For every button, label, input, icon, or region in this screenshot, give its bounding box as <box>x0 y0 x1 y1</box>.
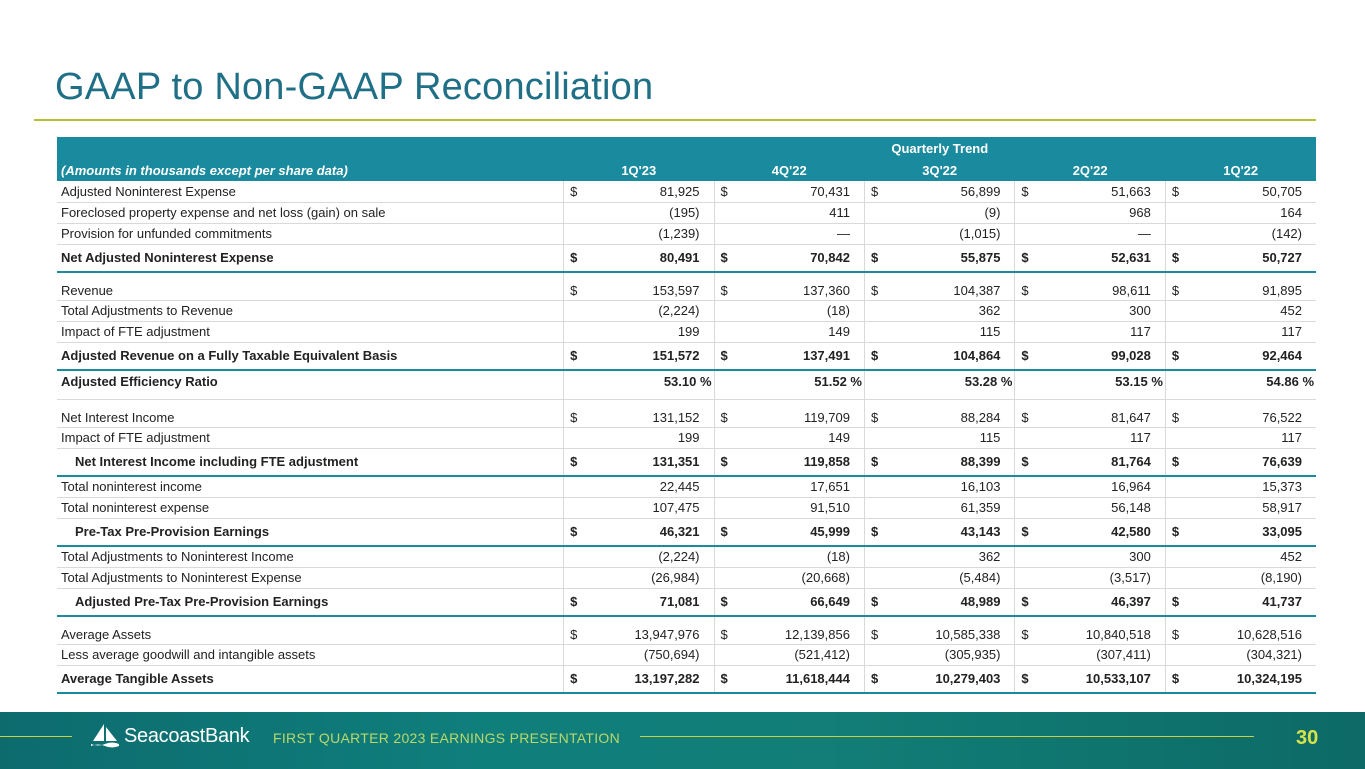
table-row <box>57 644 1316 665</box>
value-cell: (5,484) <box>864 567 1014 588</box>
currency-symbol: $ <box>1165 665 1177 693</box>
currency-symbol: $ <box>714 181 726 202</box>
currency-symbol: $ <box>1165 448 1177 476</box>
value-cell: 91,510 <box>714 497 864 518</box>
value-cell: (521,412) <box>714 644 864 665</box>
currency-symbol: $ <box>714 588 726 616</box>
value-cell: 54.86 % <box>1165 370 1316 399</box>
value-cell: 50,705 <box>1177 181 1316 202</box>
value-cell: 137,360 <box>726 272 864 300</box>
value-cell: 46,397 <box>1027 588 1165 616</box>
table-row <box>57 223 1316 244</box>
currency-symbol: $ <box>1015 588 1027 616</box>
value-cell: 70,842 <box>726 244 864 272</box>
value-cell: (8,190) <box>1165 567 1316 588</box>
currency-symbol: $ <box>864 244 876 272</box>
currency-symbol: $ <box>1165 272 1177 300</box>
table-row <box>57 427 1316 448</box>
currency-symbol: $ <box>714 518 726 546</box>
value-cell: (304,321) <box>1165 644 1316 665</box>
currency-symbol: $ <box>864 272 876 300</box>
currency-symbol: $ <box>864 616 876 644</box>
currency-symbol: $ <box>564 588 576 616</box>
currency-symbol: $ <box>564 272 576 300</box>
value-cell: 22,445 <box>564 476 714 497</box>
value-cell: 53.15 % <box>1015 370 1165 399</box>
currency-symbol: $ <box>564 665 576 693</box>
table-row <box>57 665 1316 693</box>
value-cell: (20,668) <box>714 567 864 588</box>
value-cell: 46,321 <box>576 518 714 546</box>
currency-symbol: $ <box>564 399 576 427</box>
currency-symbol: $ <box>714 399 726 427</box>
table-row <box>57 300 1316 321</box>
page-number: 30 <box>1296 727 1319 749</box>
row-label: Adjusted Pre-Tax Pre-Provision Earnings <box>57 588 564 616</box>
currency-symbol: $ <box>1165 588 1177 616</box>
value-cell: 45,999 <box>726 518 864 546</box>
value-cell: 88,399 <box>877 448 1015 476</box>
table-row <box>57 244 1316 272</box>
value-cell: 66,649 <box>726 588 864 616</box>
row-label: Pre-Tax Pre-Provision Earnings <box>57 518 564 546</box>
row-label: Net Interest Income <box>57 399 564 427</box>
value-cell: 61,359 <box>864 497 1014 518</box>
value-cell: 88,284 <box>877 399 1015 427</box>
value-cell: 15,373 <box>1165 476 1316 497</box>
currency-symbol: $ <box>864 342 876 370</box>
currency-symbol: $ <box>1165 518 1177 546</box>
table-row <box>57 181 1316 202</box>
column-header: 4Q'22 <box>714 160 864 181</box>
sailboat-logo-icon <box>90 723 120 749</box>
currency-symbol: $ <box>864 181 876 202</box>
table-row <box>57 518 1316 546</box>
value-cell: 11,618,444 <box>726 665 864 693</box>
table-row <box>57 588 1316 616</box>
value-cell: 16,964 <box>1015 476 1165 497</box>
value-cell: 81,647 <box>1027 399 1165 427</box>
value-cell: 17,651 <box>714 476 864 497</box>
value-cell: 104,864 <box>877 342 1015 370</box>
value-cell: 10,279,403 <box>877 665 1015 693</box>
table-row <box>57 497 1316 518</box>
value-cell: (2,224) <box>564 300 714 321</box>
value-cell: 153,597 <box>576 272 714 300</box>
row-label: Net Interest Income including FTE adjustment <box>57 448 564 476</box>
currency-symbol: $ <box>1015 181 1027 202</box>
currency-symbol: $ <box>564 244 576 272</box>
currency-symbol: $ <box>714 616 726 644</box>
value-cell: 51,663 <box>1027 181 1165 202</box>
value-cell: 968 <box>1015 202 1165 223</box>
value-cell: 107,475 <box>564 497 714 518</box>
row-label: Provision for unfunded commitments <box>57 223 564 244</box>
table-row <box>57 476 1316 497</box>
footer-rule-right <box>640 736 1254 737</box>
currency-symbol: $ <box>1015 244 1027 272</box>
currency-symbol: $ <box>1015 616 1027 644</box>
value-cell: 50,727 <box>1177 244 1316 272</box>
value-cell: (307,411) <box>1015 644 1165 665</box>
row-label: Less average goodwill and intangible assets <box>57 644 564 665</box>
row-label: Impact of FTE adjustment <box>57 427 564 448</box>
currency-symbol: $ <box>714 342 726 370</box>
value-cell: 362 <box>864 546 1014 567</box>
value-cell: 131,351 <box>576 448 714 476</box>
value-cell: 13,197,282 <box>576 665 714 693</box>
value-cell: 10,533,107 <box>1027 665 1165 693</box>
value-cell: 99,028 <box>1027 342 1165 370</box>
value-cell: (18) <box>714 300 864 321</box>
currency-symbol: $ <box>1165 342 1177 370</box>
value-cell: — <box>1015 223 1165 244</box>
value-cell: 16,103 <box>864 476 1014 497</box>
currency-symbol: $ <box>864 588 876 616</box>
currency-symbol: $ <box>1015 448 1027 476</box>
currency-symbol: $ <box>1015 518 1027 546</box>
value-cell: 10,324,195 <box>1177 665 1316 693</box>
table-row <box>57 546 1316 567</box>
logo-wordmark: SeacoastBank <box>124 724 250 747</box>
currency-symbol: $ <box>714 244 726 272</box>
table-row <box>57 272 1316 300</box>
value-cell: (18) <box>714 546 864 567</box>
currency-symbol: $ <box>714 272 726 300</box>
value-cell: 131,152 <box>576 399 714 427</box>
column-header: 1Q'22 <box>1165 160 1316 181</box>
row-label: Total noninterest expense <box>57 497 564 518</box>
page-title: GAAP to Non-GAAP Reconciliation <box>55 66 654 108</box>
value-cell: 70,431 <box>726 181 864 202</box>
value-cell: 81,925 <box>576 181 714 202</box>
value-cell: 71,081 <box>576 588 714 616</box>
reconciliation-table-container <box>57 137 1316 694</box>
value-cell: 300 <box>1015 300 1165 321</box>
value-cell: (1,015) <box>864 223 1014 244</box>
value-cell: 56,899 <box>877 181 1015 202</box>
value-cell: 149 <box>714 427 864 448</box>
value-cell: (750,694) <box>564 644 714 665</box>
row-label: Impact of FTE adjustment <box>57 321 564 342</box>
currency-symbol: $ <box>864 399 876 427</box>
currency-symbol: $ <box>1165 181 1177 202</box>
value-cell: 98,611 <box>1027 272 1165 300</box>
row-label: Revenue <box>57 272 564 300</box>
currency-symbol: $ <box>864 448 876 476</box>
table-row <box>57 370 1316 399</box>
value-cell: 10,628,516 <box>1177 616 1316 644</box>
currency-symbol: $ <box>1165 244 1177 272</box>
row-label: Adjusted Revenue on a Fully Taxable Equivalent Basis <box>57 342 564 370</box>
value-cell: 452 <box>1165 300 1316 321</box>
table-row <box>57 202 1316 223</box>
currency-symbol: $ <box>864 665 876 693</box>
value-cell: (2,224) <box>564 546 714 567</box>
title-divider <box>34 119 1316 121</box>
table-row <box>57 616 1316 644</box>
value-cell: 199 <box>564 427 714 448</box>
currency-symbol: $ <box>1015 342 1027 370</box>
reconciliation-table <box>57 137 1316 694</box>
value-cell: 199 <box>564 321 714 342</box>
value-cell: 117 <box>1015 321 1165 342</box>
value-cell: 48,989 <box>877 588 1015 616</box>
value-cell: 117 <box>1165 427 1316 448</box>
currency-symbol: $ <box>1165 616 1177 644</box>
value-cell: (142) <box>1165 223 1316 244</box>
table-row <box>57 399 1316 427</box>
value-cell: 12,139,856 <box>726 616 864 644</box>
column-header: 3Q'22 <box>864 160 1014 181</box>
row-label: Total Adjustments to Revenue <box>57 300 564 321</box>
currency-symbol: $ <box>564 342 576 370</box>
value-cell: 53.28 % <box>864 370 1014 399</box>
currency-symbol: $ <box>714 665 726 693</box>
currency-symbol: $ <box>1015 399 1027 427</box>
footer-caption: FIRST QUARTER 2023 EARNINGS PRESENTATION <box>273 730 621 746</box>
currency-symbol: $ <box>564 448 576 476</box>
column-header: 2Q'22 <box>1015 160 1165 181</box>
value-cell: 33,095 <box>1177 518 1316 546</box>
value-cell: 10,840,518 <box>1027 616 1165 644</box>
value-cell: (26,984) <box>564 567 714 588</box>
seacoast-logo <box>90 723 249 749</box>
row-label: Net Adjusted Noninterest Expense <box>57 244 564 272</box>
value-cell: 53.10 % <box>564 370 714 399</box>
value-cell: 81,764 <box>1027 448 1165 476</box>
row-label: Adjusted Noninterest Expense <box>57 181 564 202</box>
column-header: 1Q'23 <box>564 160 714 181</box>
row-label: Foreclosed property expense and net loss (gain) on sale <box>57 202 564 223</box>
table-row <box>57 342 1316 370</box>
table-row <box>57 567 1316 588</box>
value-cell: 80,491 <box>576 244 714 272</box>
row-label: Adjusted Efficiency Ratio <box>57 370 564 399</box>
value-cell: 56,148 <box>1015 497 1165 518</box>
value-cell: 55,875 <box>877 244 1015 272</box>
row-label: Total noninterest income <box>57 476 564 497</box>
row-label: Total Adjustments to Noninterest Income <box>57 546 564 567</box>
value-cell: 52,631 <box>1027 244 1165 272</box>
value-cell: 115 <box>864 427 1014 448</box>
value-cell: 115 <box>864 321 1014 342</box>
value-cell: 117 <box>1015 427 1165 448</box>
row-label: Total Adjustments to Noninterest Expense <box>57 567 564 588</box>
value-cell: 117 <box>1165 321 1316 342</box>
currency-symbol: $ <box>564 616 576 644</box>
value-cell: 137,491 <box>726 342 864 370</box>
value-cell: — <box>714 223 864 244</box>
value-cell: (3,517) <box>1015 567 1165 588</box>
currency-symbol: $ <box>564 518 576 546</box>
value-cell: 411 <box>714 202 864 223</box>
value-cell: 41,737 <box>1177 588 1316 616</box>
currency-symbol: $ <box>714 448 726 476</box>
value-cell: 151,572 <box>576 342 714 370</box>
header-spacer <box>57 137 564 160</box>
footer-rule-left <box>0 736 72 737</box>
value-cell: 164 <box>1165 202 1316 223</box>
value-cell: 58,917 <box>1165 497 1316 518</box>
value-cell: 452 <box>1165 546 1316 567</box>
currency-symbol: $ <box>1015 665 1027 693</box>
currency-symbol: $ <box>864 518 876 546</box>
value-cell: 42,580 <box>1027 518 1165 546</box>
currency-symbol: $ <box>1015 272 1027 300</box>
table-row <box>57 321 1316 342</box>
value-cell: 362 <box>864 300 1014 321</box>
value-cell: 119,858 <box>726 448 864 476</box>
value-cell: (9) <box>864 202 1014 223</box>
value-cell: (195) <box>564 202 714 223</box>
value-cell: 119,709 <box>726 399 864 427</box>
row-label: Average Assets <box>57 616 564 644</box>
value-cell: 91,895 <box>1177 272 1316 300</box>
value-cell: 149 <box>714 321 864 342</box>
value-cell: (1,239) <box>564 223 714 244</box>
group-header: Quarterly Trend <box>564 137 1316 160</box>
currency-symbol: $ <box>1165 399 1177 427</box>
table-row <box>57 448 1316 476</box>
value-cell: 76,639 <box>1177 448 1316 476</box>
currency-symbol: $ <box>564 181 576 202</box>
value-cell: 43,143 <box>877 518 1015 546</box>
value-cell: 13,947,976 <box>576 616 714 644</box>
value-cell: 76,522 <box>1177 399 1316 427</box>
value-cell: 300 <box>1015 546 1165 567</box>
units-note: (Amounts in thousands except per share data) <box>57 160 564 181</box>
value-cell: 51.52 % <box>714 370 864 399</box>
row-label: Average Tangible Assets <box>57 665 564 693</box>
value-cell: (305,935) <box>864 644 1014 665</box>
value-cell: 92,464 <box>1177 342 1316 370</box>
value-cell: 104,387 <box>877 272 1015 300</box>
value-cell: 10,585,338 <box>877 616 1015 644</box>
